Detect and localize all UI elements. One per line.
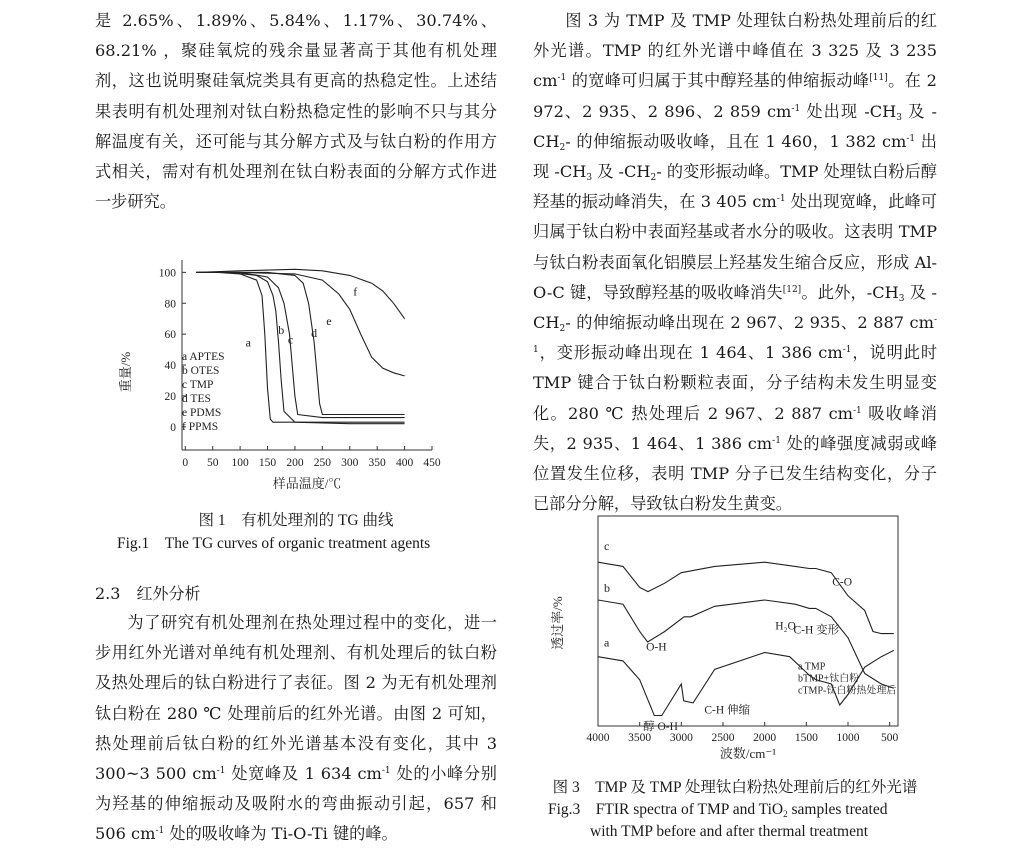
fig1-legend-entry: f PPMS: [182, 421, 219, 433]
fig1-y-tick-label: 80: [164, 298, 176, 311]
fig1-x-tick-label: 200: [286, 457, 304, 469]
subscript: 2: [559, 142, 566, 153]
fig1-series-d: [196, 272, 404, 414]
fig3-legend-entry: a TMP: [798, 661, 826, 673]
fig1-curve-label: a: [245, 335, 252, 350]
paragraph-fig3-discussion: [533, 6, 937, 519]
text-span: 及 -CH: [592, 162, 651, 182]
fig1-x-tick-label: 250: [313, 457, 331, 469]
fig1-legend-entry: b OTES: [182, 365, 220, 377]
fig3-curve-label: a: [604, 635, 610, 650]
fig1-curve-label: c: [287, 332, 294, 347]
citation-ref: [11]: [869, 73, 888, 84]
text-span: 处的小峰分别为羟基的伸缩振动及吸附水的弯曲振动引起，657 和 506 cm: [95, 764, 497, 844]
fig3-annotation: O-H: [646, 641, 667, 654]
superscript: -1: [776, 194, 786, 205]
fig3-annotation: H₂O: [775, 620, 796, 633]
fig1-x-tick-label: 400: [395, 457, 414, 469]
fig1-curve-labels: [246, 285, 358, 350]
fig1-y-tick-label: 20: [164, 390, 176, 403]
fig3-x-tick-label: 2500: [711, 732, 735, 744]
fig3-curve-labels: [604, 539, 610, 650]
fig1-x-ticks: [182, 446, 440, 469]
fig1-legend-entry: c TMP: [182, 379, 214, 391]
fig3-annotation: C-H 伸缩: [704, 704, 751, 717]
subscript: 3: [896, 112, 902, 123]
fig1-curve-label: e: [326, 313, 332, 328]
text-span: - 的变形振动峰。TMP 处理钛白粉后醇羟基的振动峰消失，在 3 405 cm: [533, 162, 937, 212]
superscript: -1: [772, 435, 781, 446]
citation-ref: [12]: [782, 284, 802, 295]
left-column-bottom: [95, 608, 497, 850]
fig3-legend-entry: bTMP+钛白粉: [798, 673, 860, 685]
fig3-x-ticks: [587, 722, 899, 744]
fig3-legend-entry: cTMP-钛白粉热处理后: [798, 685, 897, 697]
fig1-x-tick-label: 300: [341, 457, 359, 469]
text-span: 处出现 -CH: [800, 101, 897, 121]
paragraph-tg-discussion: 是 2.65%、1.89%、5.84%、1.17%、30.74%、68.21% ，聚硅氧烷的残余量显著高于其他有机处理剂，这也说明聚硅氧烷类具有更高的热稳定性。上述结果表明有机处理剂对钛白粉热稳定性的影响不只与其分解温度有关，还可能与其分解方式及与钛白粉的作用方式相关，需对有机处理剂在钛白粉表面的分解方式作进一步研究。: [95, 11, 497, 212]
subscript: 2: [783, 809, 788, 819]
fig1-y-tick-label: 100: [158, 267, 176, 280]
superscript: -1: [906, 133, 916, 144]
text-span: Fig.3 FTIR spectra of TMP and TiO: [548, 801, 784, 818]
fig3-legend: [798, 661, 896, 696]
fig1-curves: [196, 269, 404, 423]
text-span: 及 -CH: [533, 101, 938, 151]
text-span: 出现 -CH: [533, 131, 937, 182]
section-heading-ir: 2.3 红外分析: [95, 584, 201, 603]
fig3-curve-label: b: [604, 580, 610, 595]
text-span: 。在 2 972、2 935、2 896、2 859 cm: [533, 71, 937, 121]
fig1-curve-label: f: [353, 284, 358, 299]
text-span: samples treated: [787, 801, 888, 818]
text-span: 处的峰强度减弱或峰位置发生位移，表明 TMP 分子已发生结构变化，分子已部分分解，导致钛白粉发生黄变。: [533, 433, 937, 514]
fig3-ftir-chart: [548, 508, 918, 770]
text-span: 的宽峰可归属于其中醇羟基的伸缩振动峰: [566, 71, 870, 91]
text-span: 吸收峰消失，2 935、1 464、1 386 cm: [533, 403, 937, 453]
fig1-y-tick-label: 60: [164, 329, 176, 342]
text-span: - 的伸缩振动峰出现在 2 967、2 935、2 887 cm: [565, 313, 934, 333]
fig1-legend-entry: e PDMS: [182, 407, 222, 419]
fig3-curve-label: c: [604, 538, 610, 553]
fig1-curve-label: b: [278, 323, 285, 338]
superscript: -1: [852, 405, 862, 416]
fig1-x-tick-label: 450: [423, 457, 441, 469]
text-span: 为了研究有机处理剂在热处理过程中的变化，进一步用红外光谱对单纯有机处理剂、有机处理后的钛白粉及热处理后的钛白粉进行了表征。图 2 为无有机处理剂钛白粉在 280 ℃ 处理前后的红外光谱。由图 2 可知，热处理前后钛白粉的红外光谱基本没有变化，其中 3 300~3 500 cm: [95, 613, 497, 784]
fig1-y-tick-label: 0: [170, 421, 176, 434]
text-span: 及 -CH: [533, 282, 937, 333]
fig1-y-axis-label: 重量/%: [118, 351, 133, 393]
fig3-x-tick-label: 3000: [669, 732, 693, 744]
superscript: -1: [533, 315, 937, 356]
fig1-caption-en: Fig.1 The TG curves of organic treatment agents: [117, 535, 431, 552]
superscript: -1: [842, 345, 852, 356]
superscript: -1: [155, 826, 165, 837]
fig1-y-tick-label: 40: [164, 360, 176, 373]
superscript: -1: [216, 766, 226, 777]
fig1-legend-entry: d TES: [182, 393, 211, 405]
fig3-annotations: [643, 576, 852, 733]
subscript: 3: [586, 173, 593, 184]
fig3-annotation: C-O: [832, 576, 853, 589]
fig1-tg-chart: [110, 240, 490, 500]
fig3-x-axis-label: 波数/cm⁻¹: [719, 746, 777, 761]
fig3-series-c: [598, 562, 894, 633]
fig1-series-b: [196, 272, 404, 423]
superscript: -1: [381, 766, 391, 777]
fig1-x-tick-label: 100: [231, 457, 249, 469]
fig1-series-e: [196, 272, 404, 376]
text-span: 处出现宽峰，此峰可归属于钛白粉中表面羟基或者水分的吸收。这表明 TMP 与钛白粉表面氧化铝膜层上羟基发生缩合反应，形成 Al-O-C 键，导致醇羟基的吸收峰消失: [533, 192, 937, 302]
fig1-caption-zh: 图 1 有机处理剂的 TG 曲线: [198, 512, 394, 529]
superscript: -1: [791, 103, 801, 114]
fig3-x-tick-label: 3500: [628, 732, 652, 744]
text-span: 处的吸收峰为 Ti-O-Ti 键的峰。: [164, 824, 398, 844]
fig1-series-c: [196, 272, 404, 417]
fig1-legend: [182, 351, 225, 433]
fig3-caption-en: [548, 799, 938, 843]
superscript: -1: [557, 73, 567, 84]
fig3-x-tick-label: 2000: [753, 732, 777, 744]
text-span: - 的伸缩振动吸收峰，且在 1 460，1 382 cm: [565, 131, 907, 151]
right-column: [533, 6, 937, 519]
left-column-top: [95, 6, 497, 217]
fig1-series-a: [196, 272, 404, 422]
text-span: ，变形振动峰出现在 1 464、1 386 cm: [538, 343, 843, 363]
paragraph-ir-intro: [95, 608, 497, 850]
fig3-x-tick-label: 500: [881, 732, 899, 744]
fig1-x-tick-label: 50: [206, 457, 219, 469]
fig1-curve-label: d: [311, 326, 318, 341]
text-span: 图 3 为 TMP 及 TMP 处理钛白粉热处理前后的红外光谱。TMP 的红外光谱中峰值在 3 325 及 3 235 cm: [533, 11, 937, 91]
fig3-y-axis-label: 透过率/%: [550, 596, 565, 650]
fig1-series-f: [196, 269, 404, 318]
fig1-x-axis-label: 样品温度/℃: [272, 476, 342, 491]
text-span: ，说明此时 TMP 键合于钛白粉颗粒表面，分子结构未发生明显变化。280 ℃ 热处理后 2 967、2 887 cm: [533, 343, 938, 423]
text-span: 。此外，-CH: [801, 282, 899, 302]
fig3-x-tick-label: 4000: [586, 732, 610, 744]
fig1-x-tick-label: 350: [368, 457, 386, 469]
fig3-x-tick-label: 1500: [794, 732, 818, 744]
fig1-x-tick-label: 150: [258, 457, 277, 469]
subscript: 3: [898, 293, 905, 304]
text-span: 处宽峰及 1 634 cm: [225, 764, 382, 784]
subscript: 2: [559, 324, 566, 335]
fig3-x-tick-label: 1000: [836, 732, 860, 744]
fig3-annotation: 醇 O-H: [643, 721, 678, 734]
fig3-annotation: C-H 变形: [793, 624, 840, 637]
fig1-legend-entry: a APTES: [182, 351, 225, 363]
fig3-caption-zh: 图 3 TMP 及 TMP 处理钛白粉热处理前后的红外光谱: [552, 779, 918, 796]
text-span: with TMP before and after thermal treatment: [590, 823, 869, 840]
fig1-x-tick-label: 0: [182, 457, 189, 469]
subscript: 2: [650, 173, 657, 184]
